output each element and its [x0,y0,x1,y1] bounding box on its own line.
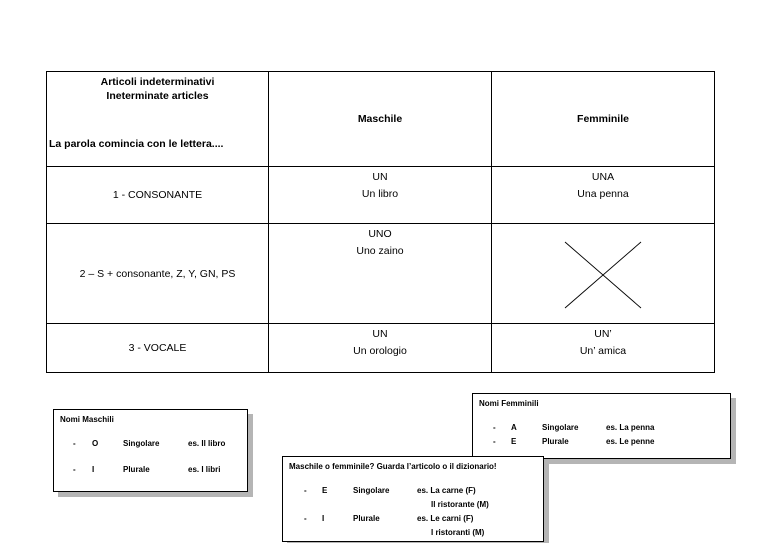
row-label: 2 – S + consonante, Z, Y, GN, PS [47,224,269,324]
article: UN [372,171,388,183]
table-row [47,324,715,373]
femminile-cell [492,324,715,373]
example: es. La penna [606,423,655,432]
row-label: 1 - CONSONANTE [47,167,269,224]
example: Un’ amica [579,345,627,357]
header-title-italian: Articoli indeterminativi [100,76,215,88]
example: Una penna [577,188,629,200]
table-row [47,167,715,224]
maschile-cell [269,167,492,224]
number-label: Singolare [353,486,390,495]
header-femminile: Femminile [492,72,715,167]
ending-letter: A [511,423,517,432]
article: UN [372,328,388,340]
ending-letter: I [92,465,95,474]
example: es. Il libro [188,439,226,448]
dash: - [304,486,307,495]
box-title: Nomi Maschili [60,415,114,424]
dash: - [73,465,76,474]
number-label: Singolare [542,423,579,432]
header-title-english: Ineterminate articles [106,90,209,102]
nomi-femminili-box [472,393,731,459]
example: es. La carne (F) [417,486,476,495]
example: es. Le carni (F) [417,514,474,523]
example: Un libro [361,188,399,200]
number-label: Plurale [542,437,569,446]
maschile-cell [269,224,492,324]
number-label: Singolare [123,439,160,448]
example: Uno zaino [356,245,404,257]
cross-icon [564,241,642,309]
header-rule-text: La parola comincia con le lettera.... [49,138,224,150]
row-label: 3 - VOCALE [47,324,269,373]
example-secondary: I ristoranti (M) [431,528,485,537]
article: UN’ [594,328,612,340]
box-title: Maschile o femminile? Guarda l’articolo o il dizionario! [289,462,497,471]
example: es. Le penne [606,437,655,446]
ending-letter: E [511,437,517,446]
article: UNO [368,228,392,240]
number-label: Plurale [123,465,150,474]
dash: - [493,423,496,432]
dash: - [73,439,76,448]
ending-letter: I [322,514,325,523]
femminile-cell-crossed [492,224,715,324]
articles-table [46,71,715,373]
example: Un orologio [353,345,407,357]
dash: - [304,514,307,523]
guarda-articolo-box [282,456,544,542]
header-left-cell [47,72,269,167]
ending-letter: E [322,486,328,495]
number-label: Plurale [353,514,380,523]
maschile-cell [269,324,492,373]
femminile-cell [492,167,715,224]
box-title: Nomi Femminili [479,399,539,408]
ending-letter: O [92,439,99,448]
header-row [47,72,715,167]
nomi-maschili-box [53,409,248,492]
example-secondary: Il ristorante (M) [431,500,489,509]
table-row [47,224,715,324]
article: UNA [591,171,615,183]
dash: - [493,437,496,446]
header-maschile: Maschile [269,72,492,167]
example: es. I libri [188,465,221,474]
